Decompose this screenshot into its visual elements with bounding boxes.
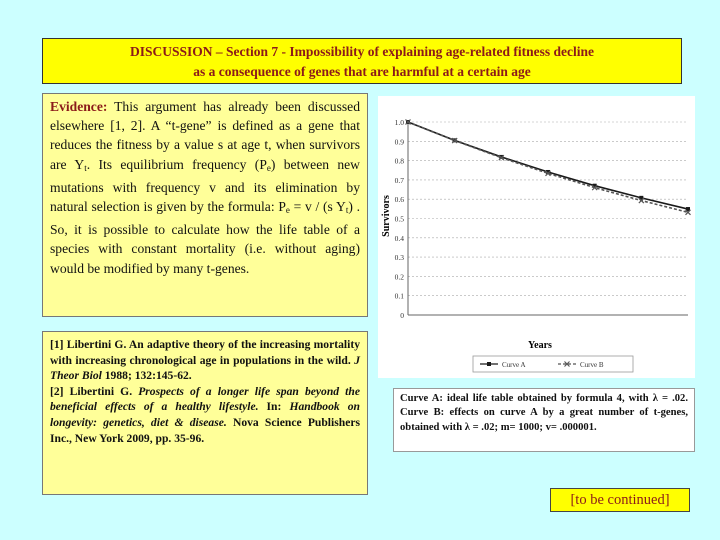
ref2-in: In: (258, 400, 290, 414)
ref2-author: [2] Libertini G. (50, 384, 139, 398)
evidence-text-4: = v / (s Y (289, 199, 346, 215)
evidence-text-3: ) between new mutations with frequency v and its elimination by natural selection is given by the formula: P (50, 156, 360, 215)
y-tick-label: 0.2 (394, 272, 404, 282)
evidence-sub-t2: t (345, 205, 349, 216)
x-axis-label: Years (528, 340, 552, 351)
ref2-book: Handbook on longevity: genetics, diet & disease. (50, 400, 360, 429)
grid-lines (408, 122, 688, 315)
chart-caption: Curve A: ideal life table obtained by formula 4, with λ = .02. Curve B: effects on curve A by a great number of t-genes, obtained with λ = .02; m= 1000; v= .000001. (393, 388, 695, 452)
y-tick-label: 1.0 (394, 118, 404, 127)
evidence-sub-e: e (266, 162, 271, 173)
y-tick-label: 0 (400, 311, 404, 320)
evidence-box (42, 93, 368, 317)
evidence-text-1: This argument has already been discussed elsewhere [1, 2]. A “t-gene” is defined as a gene that reduces the fitness by a value s at age t, when survivors are Y (50, 99, 360, 172)
y-tick-labels (395, 118, 405, 320)
to-be-continued-label: [to be continued] (550, 488, 690, 512)
evidence-text-5: ) . So, it is possible to calculate how the life table of a species with constant mortality (i.e. without aging) would be modified by many t-genes. (50, 199, 360, 276)
chart-legend (473, 356, 633, 372)
y-axis-label: Survivors (381, 195, 392, 237)
ref1-pages: 1988; 132:145-62. (101, 369, 192, 383)
y-tick-label: 0.3 (394, 253, 404, 263)
evidence-sub-t: t (84, 162, 87, 173)
series-group (406, 120, 691, 215)
y-tick-label: 0.7 (394, 175, 404, 185)
y-tick-label: 0.9 (394, 137, 404, 147)
survivors-chart (378, 96, 695, 378)
slide-title (42, 38, 682, 84)
chart-panel (378, 96, 695, 378)
ref2-publisher: Nova Science Publishers Inc., New York 2009, pp. 35-96. (50, 415, 360, 445)
y-tick-label: 0.6 (394, 195, 404, 205)
ref1-text: [1] Libertini G. An adaptive theory of the increasing mortality with increasing chronological age in populations in the wild. (50, 338, 360, 367)
evidence-lead: Evidence: (50, 99, 108, 114)
title-line-2: as a consequence of genes that are harmful at a certain age (193, 64, 531, 79)
y-tick-label: 0.1 (394, 291, 404, 301)
legend-label: Curve A (502, 361, 526, 369)
evidence-text-2: . Its equilibrium frequency (P (86, 156, 267, 172)
y-tick-label: 0.4 (394, 233, 404, 243)
legend-label: Curve B (580, 361, 604, 369)
series-line-0 (408, 122, 688, 209)
title-line-1: DISCUSSION – Section 7 - Impossibility of explaining age-related fitness decline (129, 44, 595, 59)
y-tick-label: 0.8 (394, 156, 404, 166)
reference-2 (50, 384, 360, 446)
ref2-title: Prospects of a longer life span beyond the beneficial effects of a healthy lifestyle. (50, 384, 360, 414)
references-box (42, 331, 368, 495)
y-tick-label: 0.5 (394, 214, 404, 224)
reference-1 (50, 337, 360, 384)
legend-marker (487, 362, 491, 366)
evidence-sub-e2: e (285, 205, 290, 216)
ref1-journal: J Theor Biol (50, 353, 360, 383)
